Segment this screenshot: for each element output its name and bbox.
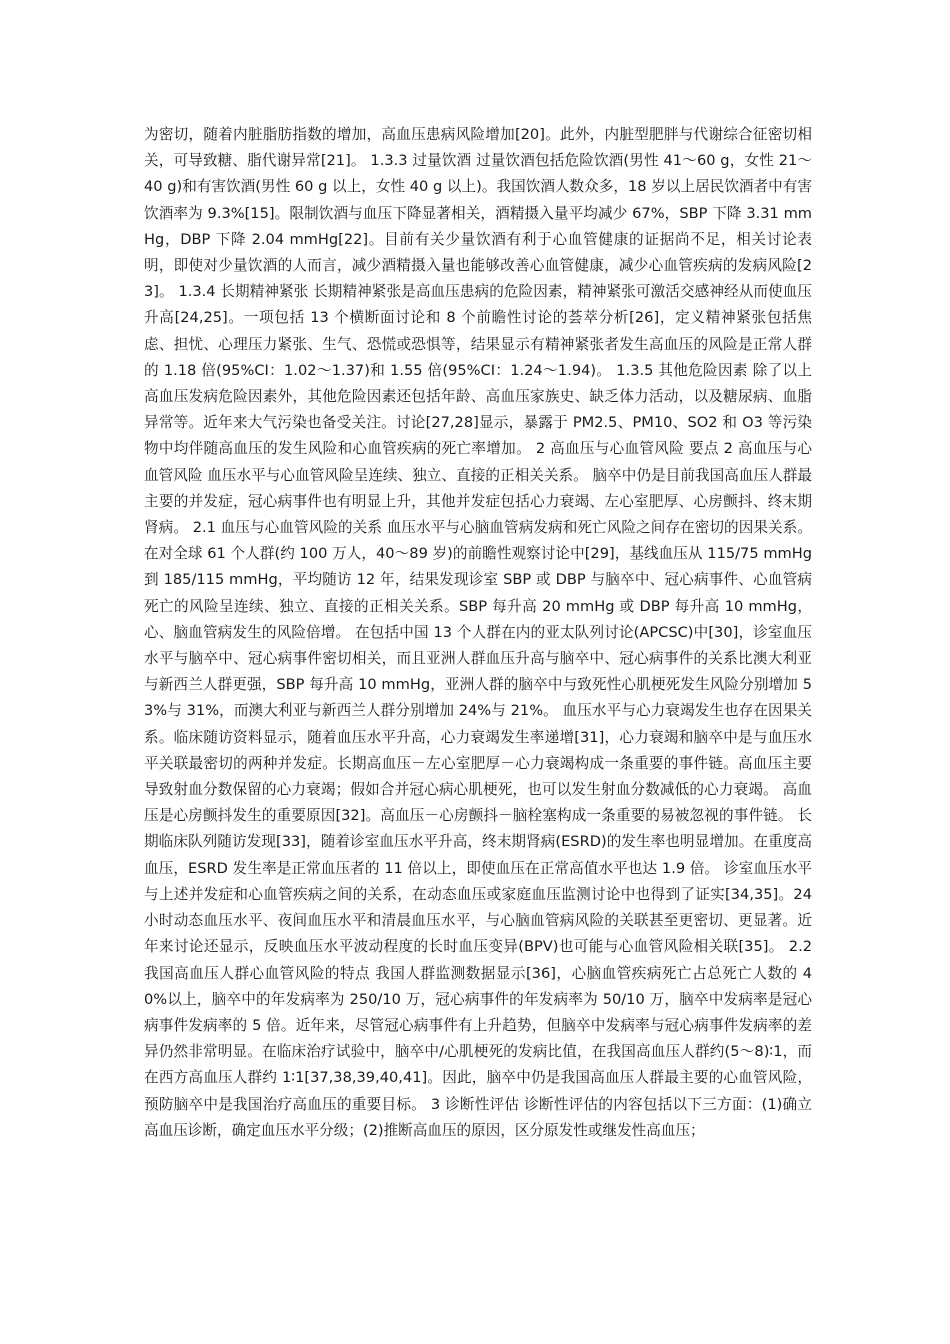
body-paragraph: 为密切，随着内脏脂肪指数的增加，高血压患病风险增加[20]。此外，内脏型肥胖与代谢综合征密切相关，可导致糖、脂代谢异常[21]。 1.3.3 过量饮酒 过量饮酒包括危险饮酒(男性 41～60 g，女性 21～40 g)和有害饮酒(男性 60 g 以上，女性 40 g 以上)。我国饮酒人数众多，18 岁以上居民饮酒者中有害饮酒率为 9.3%[15]。限制饮酒与血压下降显著相关，酒精摄入量平均减少 67%，SBP 下降 3.31 mmHg，DBP 下降 2.04 mmHg[22]。目前有关少量饮酒有利于心血管健康的证据尚不足，相关讨论表明，即使对少量饮酒的人而言，减少酒精摄入量也能够改善心血管健康，减少心血管疾病的发病风险[23]。 1.3.4 长期精神紧张 长期精神紧张是高血压患病的危险因素，精神紧张可激活交感神经从而使血压升高[24,25]。一项包括 13 个横断面讨论和 8 个前瞻性讨论的荟萃分析[26]，定义精神紧张包括焦虑、担忧、心理压力紧张、生气、恐慌或恐惧等，结果显示有精神紧张者发生高血压的风险是正常人群的 1.18 倍(95%CI：1.02～1.37)和 1.55 倍(95%CI：1.24～1.94)。 1.3.5 其他危险因素 除了以上高血压发病危险因素外，其他危险因素还包括年龄、高血压家族史、缺乏体力活动，以及糖尿病、血脂异常等。近年来大气污染也备受关注。讨论[27,28]显示，暴露于 PM2.5、PM10、SO2 和 O3 等污染物中均伴随高血压的发生风险和心血管疾病的死亡率增加。 2 高血压与心血管风险 要点 2 高血压与心血管风险 血压水平与心血管风险呈连续、独立、直接的正相关关系。 脑卒中仍是目前我国高血压人群最主要的并发症，冠心病事件也有明显上升，其他并发症包括心力衰竭、左心室肥厚、心房颤抖、终末期肾病。 2.1 血压与心血管风险的关系 血压水平与心脑血管病发病和死亡风险之间存在密切的因果关系。在对全球 61 个人群(约 100 万人，40～89 岁)的前瞻性观察讨论中[29]，基线血压从 115/75 mmHg 到 185/115 mmHg，平均随访 12 年，结果发现诊室 SBP 或 DBP 与脑卒中、冠心病事件、心血管病死亡的风险呈连续、独立、直接的正相关关系。SBP 每升高 20 mmHg 或 DBP 每升高 10 mmHg，心、脑血管病发生的风险倍增。 在包括中国 13 个人群在内的亚太队列讨论(APCSC)中[30]，诊室血压水平与脑卒中、冠心病事件密切相关，而且亚洲人群血压升高与脑卒中、冠心病事件的关系比澳大利亚与新西兰人群更强，SBP 每升高 10 mmHg，亚洲人群的脑卒中与致死性心肌梗死发生风险分别增加 53%与 31%，而澳大利亚与新西兰人群分别增加 24%与 21%。 血压水平与心力衰竭发生也存在因果关系。临床随访资料显示，随着血压水平升高，心力衰竭发生率递增[31]，心力衰竭和脑卒中是与血压水平关联最密切的两种并发症。长期高血压－左心室肥厚－心力衰竭构成一条重要的事件链。高血压主要导致射血分数保留的心力衰竭；假如合并冠心病心肌梗死，也可以发生射血分数减低的心力衰竭。 高血压是心房颤抖发生的重要原因[32]。高血压－心房颤抖－脑栓塞构成一条重要的易被忽视的事件链。 长期临床队列随访发现[33]，随着诊室血压水平升高，终末期肾病(ESRD)的发生率也明显增加。在重度高血压，ESRD 发生率是正常血压者的 11 倍以上，即使血压在正常高值水平也达 1.9 倍。 诊室血压水平与上述并发症和心血管疾病之间的关系，在动态血压或家庭血压监测讨论中也得到了证实[34,35]。24 小时动态血压水平、夜间血压水平和清晨血压水平，与心脑血管病风险的关联甚至更密切、更显著。近年来讨论还显示，反映血压水平波动程度的长时血压变异(BPV)也可能与心血管风险相关联[35]。 2.2 我国高血压人群心血管风险的特点 我国人群监测数据显示[36]，心脑血管疾病死亡占总死亡人数的 40%以上，脑卒中的年发病率为 250/10 万，冠心病事件的年发病率为 50/10 万，脑卒中发病率是冠心病事件发病率的 5 倍。近年来，尽管冠心病事件有上升趋势，但脑卒中发病率与冠心病事件发病率的差异仍然非常明显。在临床治疗试验中，脑卒中/心肌梗死的发病比值，在我国高血压人群约(5～8)∶1，而在西方高血压人群约 1∶1[37,38,39,40,41]。因此，脑卒中仍是我国高血压人群最主要的心血管风险，预防脑卒中是我国治疗高血压的重要目标。 3 诊断性评估 诊断性评估的内容包括以下三方面：(1)确立高血压诊断，确定血压水平分级；(2)推断高血压的原因，区分原发性或继发性高血压； xyxy=(144,126,812,1139)
